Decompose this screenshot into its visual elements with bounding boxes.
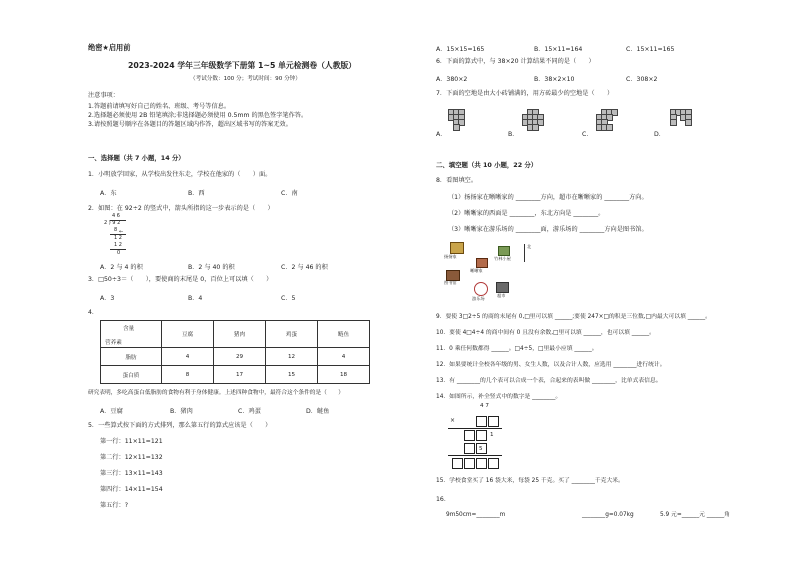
- q3-option-c[interactable]: C．5: [281, 295, 296, 302]
- q8-text: 8．看图填空。: [436, 177, 478, 184]
- q14-digit-5: 5: [479, 446, 483, 452]
- q2-step-8: 8: [114, 227, 118, 233]
- map-label-xixi: 晰晰家: [470, 268, 483, 273]
- answer-box[interactable]: [464, 443, 475, 454]
- row-label-protein: 蛋白质: [101, 366, 162, 384]
- q1-option-c[interactable]: C．南: [281, 190, 298, 197]
- q1-option-a[interactable]: A．东: [100, 190, 117, 197]
- q2-dividend: 2 ) 9 2: [104, 220, 121, 226]
- q2-option-a[interactable]: A．2 与 4 的积: [100, 264, 143, 271]
- q10-text: 10．要使 4□4÷4 的商中间有 0 且没有余数,□里可以填 ______，也可以填 ______。: [436, 330, 655, 336]
- q14-vertical-multiplication: [446, 403, 506, 473]
- table-cell: 12: [266, 348, 318, 366]
- col-header-tofu: 豆腐: [162, 321, 214, 348]
- q14-digit-1: 1: [490, 432, 494, 438]
- notes-heading: 注意事项：: [88, 92, 119, 99]
- q2-long-division: [104, 213, 134, 257]
- q6-option-a[interactable]: A．380×2: [436, 76, 468, 83]
- col-header-fish: 鲢鱼: [318, 321, 370, 348]
- table-cell: 8: [162, 366, 214, 384]
- answer-box[interactable]: [488, 458, 499, 469]
- q16-number: 16．: [436, 496, 451, 503]
- q14-rule-1: [448, 428, 502, 429]
- q5-row-5: 第五行：?: [100, 502, 129, 509]
- col-header-egg: 鸡蛋: [266, 321, 318, 348]
- answer-box[interactable]: [476, 430, 487, 441]
- q2-bracket-line: [110, 220, 126, 221]
- note-3: 3.请按照题号顺序在各题目的答题区域内作答，超出区域书写的答案无效。: [88, 121, 292, 128]
- q16-part-2: ________g=0.07kg: [582, 512, 634, 518]
- q2-option-c[interactable]: C．2 与 46 的积: [281, 264, 328, 271]
- table-row: [101, 366, 370, 384]
- nutrition-table: [100, 320, 370, 384]
- note-1: 1.答题前请填写好自己的姓名、班级、考号等信息。: [88, 103, 231, 110]
- q6-text: 6．下面的算式中，与 38×20 计算结果不同的是（ ）: [436, 58, 595, 65]
- q3-option-a[interactable]: A．3: [100, 295, 115, 302]
- house-icon: [476, 258, 488, 268]
- q9-text: 9．要使 3□2÷5 的商的末尾有 0,□里可以填 ______;要使 247×□的积是三位数,□内最大可以填 ______。: [436, 314, 711, 320]
- table-cell: 15: [266, 366, 318, 384]
- q7-shape-b: [522, 109, 546, 133]
- q4-option-b[interactable]: B．猪肉: [170, 408, 193, 415]
- map-label-library: 图书馆: [444, 280, 457, 285]
- table-cell: 4: [162, 348, 214, 366]
- table-cell: 18: [318, 366, 370, 384]
- exam-info: （考试分数：100 分；考试时间：90 分钟）: [190, 76, 301, 82]
- map-label-supermarket: 超市: [497, 293, 506, 298]
- table-corner: [101, 321, 162, 348]
- q2-quotient: 4 6: [112, 213, 120, 219]
- q8-line-1: （1）扬扬家在晰晰家的 ________方向，超市在晰晰家的 ________方向。: [448, 194, 648, 201]
- q2-text: 2．如图：在 92÷2 的竖式中，箭头所指的这一步表示的是（ ）: [88, 205, 274, 212]
- q14-text: 14．如图所示，补全竖式中的数字是 ________。: [436, 394, 562, 400]
- q5-row-1: 第一行：11×11=121: [100, 438, 163, 445]
- store-icon: [496, 282, 509, 293]
- compass-icon: [474, 282, 488, 296]
- q7-option-a[interactable]: A．: [436, 131, 447, 138]
- table-cell: 4: [318, 348, 370, 366]
- q7-shape-a: [448, 109, 468, 131]
- q3-option-b[interactable]: B．4: [188, 295, 203, 302]
- corner-top-label: 含量: [123, 326, 135, 332]
- map-label-north: 北: [527, 244, 532, 249]
- arrow-icon: ←: [119, 229, 124, 235]
- q6-option-b[interactable]: B．38×2×10: [534, 76, 575, 83]
- row-label-fat: 脂肪: [101, 348, 162, 366]
- q8-line-3: （3）晰晰家在游乐场的 ________面，游乐场的 ________方向是图书馆。: [448, 226, 648, 233]
- q8-map: [444, 240, 554, 308]
- q4-option-a[interactable]: A．豆腐: [100, 408, 123, 415]
- q12-text: 12．如果要统计全校各年级的男、女生人数，以及合计人数，应选用 ________进行统计。: [436, 362, 666, 368]
- house-icon: [450, 242, 464, 254]
- q13-text: 13．有 ________的几个表可以合成一个表，合起来的表叫做 ________，比单式表信息。: [436, 378, 662, 384]
- q5-option-a[interactable]: A．15×15=165: [436, 46, 485, 53]
- q1-option-b[interactable]: B．西: [188, 190, 205, 197]
- q1-text: 1．小明放学回家，从学校出发往东走，学校在他家的（ ）面。: [88, 171, 272, 178]
- answer-box[interactable]: [464, 430, 475, 441]
- q5-option-c[interactable]: C．15×11=165: [626, 46, 675, 53]
- right-column: [436, 0, 766, 562]
- exam-title: 2023-2024 学年三年级数学下册第 1~5 单元检测卷（人教版）: [128, 61, 357, 70]
- q16-part-1: 9m50cm=________m: [446, 512, 506, 518]
- q16-part-3: 5.9 元=______元 ______角: [660, 512, 730, 518]
- q11-text: 11．0 乘任何数都得 ______。□4÷5，□里最小应填 ______。: [436, 346, 598, 352]
- answer-box[interactable]: [464, 458, 475, 469]
- q2-option-b[interactable]: B．2 与 40 的积: [188, 264, 235, 271]
- q5-row-3: 第三行：13×11=143: [100, 470, 163, 477]
- corner-bottom-label: 营养素: [105, 340, 122, 346]
- section1-heading: 一、选择题（共 7 小题，14 分）: [88, 154, 185, 162]
- answer-box[interactable]: [476, 416, 487, 427]
- q7-option-d[interactable]: D．: [654, 131, 665, 138]
- q7-option-c[interactable]: C．: [582, 131, 593, 138]
- secret-label: 绝密★启用前: [88, 43, 131, 52]
- q5-row-2: 第二行：12×11=132: [100, 454, 163, 461]
- q5-row-4: 第四行：14×11=154: [100, 486, 163, 493]
- q15-text: 15．学校食堂买了 16 袋大米，每袋 25 千克。买了 ________千克大米。: [436, 478, 624, 484]
- q7-option-b[interactable]: B．: [508, 131, 519, 138]
- q14-rule-2: [448, 455, 502, 456]
- q4-option-c[interactable]: C．鸡蛋: [238, 408, 261, 415]
- q5-text: 5．一些算式按下面的方式排列，那么第五行的算式应该是（ ）: [88, 422, 272, 429]
- q7-shape-d: [670, 109, 696, 131]
- q6-option-c[interactable]: C．308×2: [626, 76, 658, 83]
- q5-option-b[interactable]: B．15×11=164: [534, 46, 583, 53]
- q14-times-sign: ×: [450, 417, 456, 424]
- answer-box[interactable]: [476, 458, 487, 469]
- table-cell: 29: [214, 348, 266, 366]
- col-header-pork: 猪肉: [214, 321, 266, 348]
- north-arrow-icon: [524, 244, 525, 262]
- section2-heading: 二、填空题（共 10 小题，22 分）: [436, 161, 538, 169]
- map-label-playground: 游乐场: [472, 296, 485, 301]
- answer-box[interactable]: [452, 458, 463, 469]
- map-label-yangyang: 扬扬家: [444, 254, 457, 259]
- answer-box[interactable]: [488, 416, 499, 427]
- q4-option-d[interactable]: D．鲢鱼: [306, 408, 330, 415]
- q2-step-12b: 1 2: [114, 242, 122, 248]
- map-label-bamboo-hut: 竹林小屋: [494, 256, 511, 261]
- q7-shape-c: [596, 109, 618, 133]
- q2-step-12a: 1 2: [114, 235, 122, 241]
- table-cell: 17: [214, 366, 266, 384]
- left-column: [88, 0, 388, 562]
- hut-icon: [498, 246, 510, 256]
- q3-text: 3．□50÷3＝（ ），要使商的末尾是 0，百位上可以填（ ）: [88, 276, 273, 283]
- q4-text: 研究表明，多吃高蛋白低脂肪的食物有利于身体健康。上述四种食物中，最符合这个条件的是（ ）: [88, 390, 344, 396]
- q14-top-digits: 4 7: [480, 403, 489, 409]
- q7-text: 7．下面的空地是由大小砖铺满的，用方砖最少的空地是（ ）: [436, 90, 614, 97]
- q2-step-0: 0: [117, 250, 121, 256]
- table-row: [101, 348, 370, 366]
- note-2: 2.选择题必须使用 2B 铅笔填涂;非选择题必须使用 0.5mm 的黑色签字笔作答。: [88, 112, 308, 119]
- q8-line-2: （2）晰晰家的西面是 ________，东北方向是 ________。: [448, 210, 605, 217]
- q4-number: 4．: [88, 309, 99, 316]
